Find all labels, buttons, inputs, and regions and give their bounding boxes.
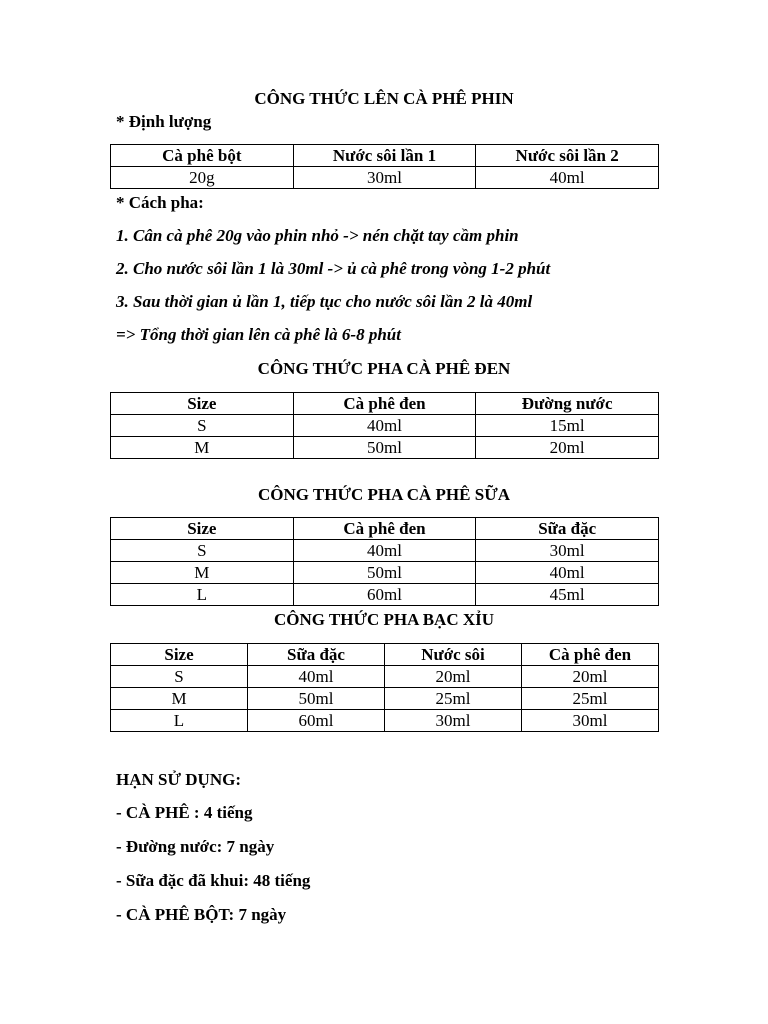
table-cell: 15ml [476, 415, 659, 437]
table-header-row [111, 145, 659, 167]
step-1: 1. Cân cà phê 20g vào phin nhỏ -> nén chặt tay cầm phin [116, 226, 519, 245]
table-cell: 40ml [248, 666, 385, 688]
table-cell: 60ml [293, 584, 476, 606]
table-row [111, 167, 659, 189]
milk-coffee-title: CÔNG THỨC PHA CÀ PHÊ SỮA [257, 485, 511, 504]
table-cell: 50ml [293, 562, 476, 584]
table-cell: 40ml [476, 562, 659, 584]
table-header-row [111, 393, 659, 415]
table-cell: 20ml [522, 666, 659, 688]
phin-title: CÔNG THỨC LÊN CÀ PHÊ PHIN [254, 89, 514, 108]
table-header-cell: Cà phê đen [522, 644, 659, 666]
table-cell: 40ml [476, 167, 659, 189]
table-header-cell: Cà phê bột [111, 145, 294, 167]
shelf-life-title: HẠN SỬ DỤNG: [116, 770, 241, 789]
table-header-cell: Size [111, 393, 294, 415]
bac-xiu-title: CÔNG THỨC PHA BẠC XỈU [273, 610, 495, 629]
table-cell: 30ml [385, 710, 522, 732]
table-header-cell: Nước sôi lần 2 [476, 145, 659, 167]
table-cell: 50ml [293, 437, 476, 459]
table-cell: 25ml [522, 688, 659, 710]
table-header-cell: Đường nước [476, 393, 659, 415]
table-cell: 30ml [293, 167, 476, 189]
method-label: * Cách pha: [116, 193, 204, 212]
shelf-life-item: - CÀ PHÊ : 4 tiếng [116, 803, 253, 822]
phin-table [110, 144, 659, 189]
table-cell: L [111, 584, 294, 606]
table-header-cell: Cà phê đen [293, 518, 476, 540]
milk-coffee-table [110, 517, 659, 606]
table-row [111, 562, 659, 584]
step-3: 3. Sau thời gian ủ lần 1, tiếp tục cho nước sôi lần 2 là 40ml [116, 292, 533, 311]
table-cell: 25ml [385, 688, 522, 710]
shelf-life-item: - Sữa đặc đã khui: 48 tiếng [116, 871, 311, 890]
table-row [111, 710, 659, 732]
total-time: => Tổng thời gian lên cà phê là 6-8 phút [116, 325, 401, 344]
step-2: 2. Cho nước sôi lần 1 là 30ml -> ủ cà phê trong vòng 1-2 phút [116, 259, 551, 278]
table-header-row [111, 644, 659, 666]
table-cell: 20g [111, 167, 294, 189]
shelf-life-item: - CÀ PHÊ BỘT: 7 ngày [116, 905, 287, 924]
table-header-cell: Sữa đặc [476, 518, 659, 540]
table-header-cell: Nước sôi lần 1 [293, 145, 476, 167]
table-cell: 20ml [476, 437, 659, 459]
black-coffee-table [110, 392, 659, 459]
table-cell: 40ml [293, 415, 476, 437]
table-row [111, 540, 659, 562]
table-header-row [111, 518, 659, 540]
table-cell: S [111, 666, 248, 688]
table-header-cell: Size [111, 644, 248, 666]
table-header-cell: Sữa đặc [248, 644, 385, 666]
table-cell: S [111, 415, 294, 437]
table-row [111, 437, 659, 459]
table-row [111, 666, 659, 688]
table-cell: 45ml [476, 584, 659, 606]
table-cell: 40ml [293, 540, 476, 562]
table-header-cell: Nước sôi [385, 644, 522, 666]
table-cell: M [111, 562, 294, 584]
table-cell: S [111, 540, 294, 562]
table-cell: 50ml [248, 688, 385, 710]
table-cell: M [111, 437, 294, 459]
table-cell: L [111, 710, 248, 732]
bac-xiu-table [110, 643, 659, 732]
table-header-cell: Size [111, 518, 294, 540]
table-header-cell: Cà phê đen [293, 393, 476, 415]
table-cell: 20ml [385, 666, 522, 688]
table-cell: 30ml [476, 540, 659, 562]
table-cell: M [111, 688, 248, 710]
shelf-life-item: - Đường nước: 7 ngày [116, 837, 275, 856]
table-cell: 60ml [248, 710, 385, 732]
dose-label: * Định lượng [116, 112, 212, 131]
table-row [111, 584, 659, 606]
black-coffee-title: CÔNG THỨC PHA CÀ PHÊ ĐEN [257, 359, 511, 378]
table-row [111, 688, 659, 710]
table-row [111, 415, 659, 437]
table-cell: 30ml [522, 710, 659, 732]
